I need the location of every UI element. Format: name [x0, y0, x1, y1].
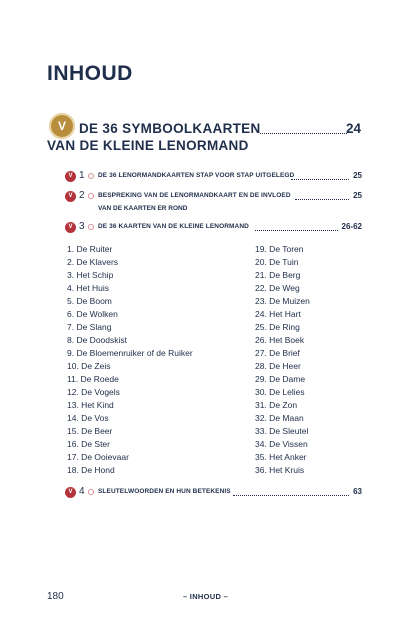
chapter-page-number: 26-62 [341, 222, 362, 231]
list-item: 10. De Zeis [67, 361, 111, 371]
chapter-title-continued: VAN DE KAARTEN ER ROND [98, 205, 188, 212]
list-item: 26. Het Boek [255, 335, 305, 345]
list-item: 23. De Muizen [255, 296, 310, 306]
list-item: 17. De Ooievaar [67, 452, 129, 462]
list-item: 35. Het Anker [255, 452, 307, 462]
circle-bullet-icon [88, 173, 94, 179]
list-item: 8. De Doodskist [67, 335, 127, 345]
list-item: 6. De Wolken [67, 309, 118, 319]
circle-bullet-icon [88, 193, 94, 199]
list-item: 33. De Sleutel [255, 426, 309, 436]
list-item: 25. De Ring [255, 322, 300, 332]
list-item: 5. De Boom [67, 296, 112, 306]
list-item: 13. Het Kind [67, 400, 114, 410]
part-title-line2: VAN DE KLEINE LENORMAND [47, 138, 249, 153]
part-title-line1: DE 36 SYMBOOLKAARTEN [79, 121, 261, 136]
list-item: 19. De Toren [255, 244, 304, 254]
list-item: 14. De Vos [67, 413, 109, 423]
toc-chapter-entry[interactable] [65, 222, 362, 236]
list-item: 27. De Brief [255, 348, 300, 358]
chapter-number: 3 [79, 221, 85, 232]
list-item: 31. De Zon [255, 400, 298, 410]
chapter-page-number: 25 [353, 171, 362, 180]
circle-bullet-icon [88, 224, 94, 230]
dotted-leader [233, 495, 349, 496]
dotted-leader [291, 179, 349, 180]
card-list-left [67, 243, 193, 477]
list-item: 34. De Vissen [255, 439, 308, 449]
chapter-number: 1 [79, 170, 85, 181]
circle-bullet-icon [88, 489, 94, 495]
list-item: 30. De Lelies [255, 387, 305, 397]
list-item: 24. Het Hart [255, 309, 301, 319]
chapter-badge-icon: V [65, 171, 76, 182]
toc-chapter-entry[interactable] [65, 191, 362, 219]
list-item: 12. De Vogels [67, 387, 120, 397]
running-title: – INHOUD – [182, 592, 229, 601]
list-item: 22. De Weg [255, 283, 300, 293]
list-item: 36. Het Kruis [255, 465, 305, 475]
dotted-leader [295, 199, 349, 200]
dotted-leader [255, 230, 338, 231]
chapter-page-number: 63 [353, 487, 362, 496]
chapter-title: DE 36 KAARTEN VAN DE KLEINE LENORMAND [98, 223, 249, 230]
chapter-title: DE 36 LENORMANDKAARTEN STAP VOOR STAP UITGELEGD [98, 172, 295, 179]
list-item: 2. De Klavers [67, 257, 119, 267]
chapter-badge-icon: V [65, 191, 76, 202]
chapter-number: 2 [79, 190, 85, 201]
part-badge-icon: V [49, 113, 75, 139]
list-item: 3. Het Schip [67, 270, 114, 280]
part-page-number: 24 [345, 121, 361, 136]
list-item: 18. De Hond [67, 465, 115, 475]
chapter-title: SLEUTELWOORDEN EN HUN BETEKENIS [98, 488, 231, 495]
list-item: 32. De Maan [255, 413, 304, 423]
chapter-badge-icon: V [65, 222, 76, 233]
toc-chapter-entry[interactable] [65, 487, 362, 501]
list-item: 4. Het Huis [67, 283, 110, 293]
list-item: 16. De Ster [67, 439, 110, 449]
card-list-right [255, 243, 310, 477]
chapter-page-number: 25 [353, 191, 362, 200]
toc-chapter-entry[interactable] [65, 171, 362, 185]
chapter-badge-icon: V [65, 487, 76, 498]
list-item: 11. De Roede [67, 374, 119, 384]
list-item: 9. De Bloemenruiker of de Ruiker [67, 348, 193, 358]
page-number: 180 [47, 591, 64, 602]
chapter-number: 4 [79, 486, 85, 497]
list-item: 21. De Berg [255, 270, 301, 280]
list-item: 29. De Dame [255, 374, 306, 384]
chapter-title: BESPREKING VAN DE LENORMANDKAART EN DE INVLOED [98, 192, 291, 199]
list-item: 1. De Ruiter [67, 244, 113, 254]
list-item: 20. De Tuin [255, 257, 299, 267]
list-item: 7. De Slang [67, 322, 112, 332]
list-item: 28. De Heer [255, 361, 301, 371]
dotted-leader [260, 133, 347, 134]
list-item: 15. De Beer [67, 426, 113, 436]
page-title: INHOUD [47, 62, 133, 85]
